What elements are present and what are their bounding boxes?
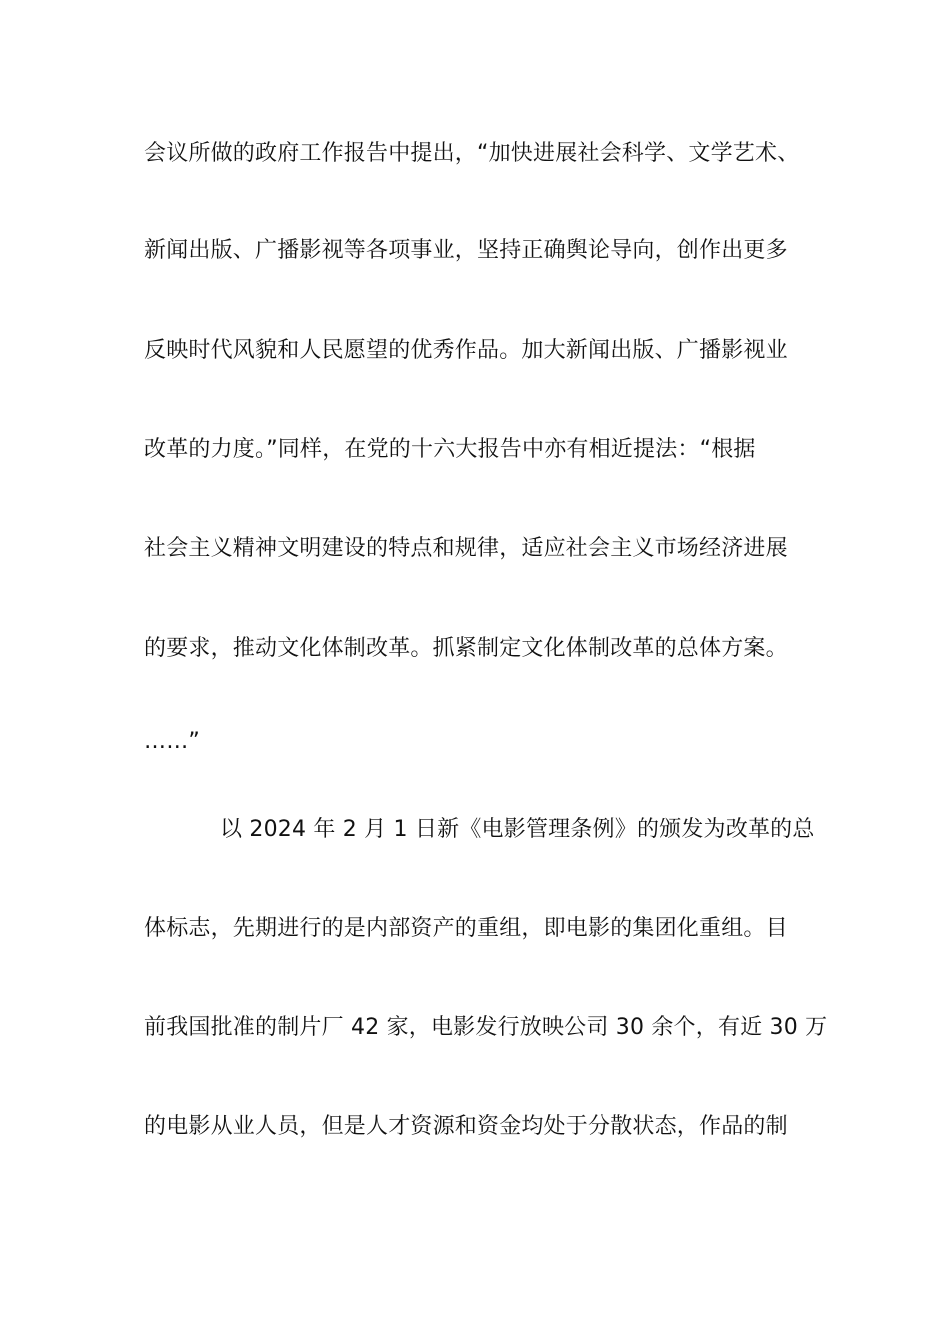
text-line: 体标志，先期进行的是内部资产的重组，即电影的集团化重组。目 bbox=[144, 916, 788, 941]
text-line: ……” bbox=[144, 729, 200, 754]
text-line: 会议所做的政府工作报告中提出，“加快进展社会科学、文学艺术、 bbox=[144, 141, 800, 166]
paragraph-start-line: 以 2024 年 2 月 1 日新《电影管理条例》的颁发为改革的总 bbox=[220, 817, 815, 842]
text-line: 的要求，推动文化体制改革。抓紧制定文化体制改革的总体方案。 bbox=[144, 636, 788, 661]
text-line: 改革的力度。”同样，在党的十六大报告中亦有相近提法：“根据 bbox=[144, 437, 756, 462]
text-line: 反映时代风貌和人民愿望的优秀作品。加大新闻出版、广播影视业 bbox=[144, 338, 788, 363]
text-line: 新闻出版、广播影视等各项事业，坚持正确舆论导向，创作出更多 bbox=[144, 238, 788, 263]
text-line: 前我国批准的制片厂 42 家，电影发行放映公司 30 余个，有近 30 万 bbox=[144, 1015, 828, 1040]
text-line: 的电影从业人员，但是人才资源和资金均处于分散状态，作品的制 bbox=[144, 1114, 788, 1139]
text-line: 社会主义精神文明建设的特点和规律，适应社会主义市场经济进展 bbox=[144, 536, 788, 561]
